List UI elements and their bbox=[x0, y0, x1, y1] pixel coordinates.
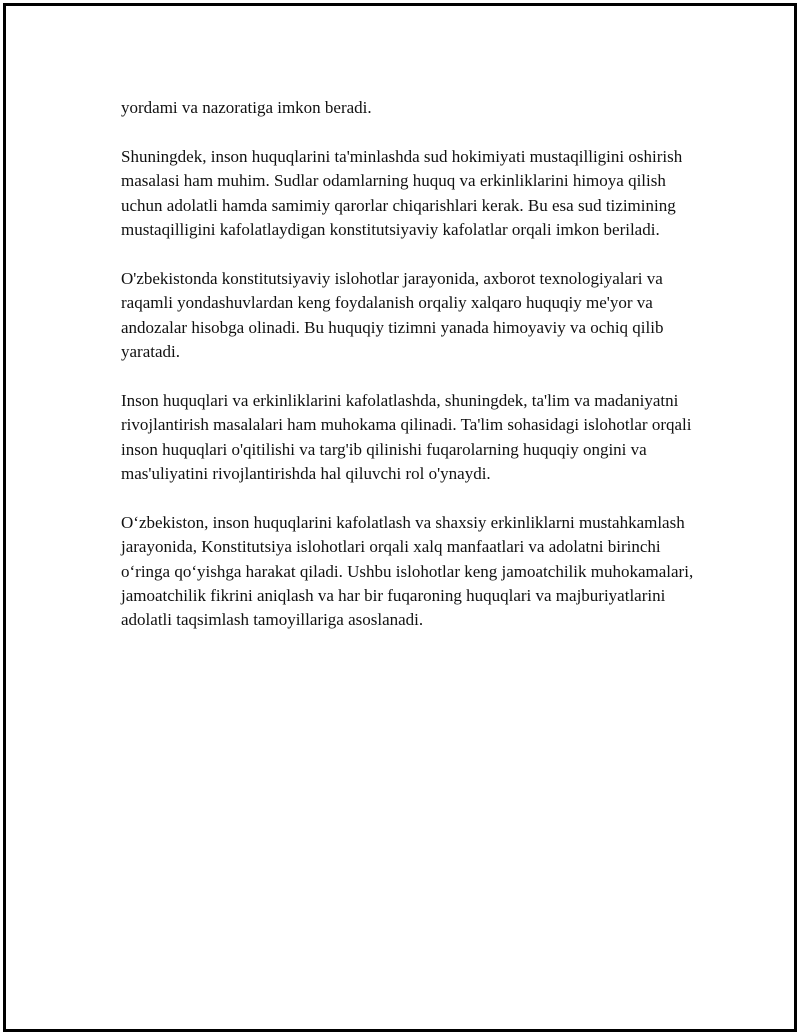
paragraph-continuation: yordami va nazoratiga imkon beradi. bbox=[121, 98, 372, 117]
paragraph-constitutional-reforms: O‘zbekiston, inson huquqlarini kafolatlash va shaxsiy erkinliklarni mustahkamlash jarayonida, Konstitutsiya islohotlari orqali xalq manfaatlari va adolatni birinchi o‘ringa qo‘yishga harakat qiladi. Ushbu islohotlar keng jamoatchilik muhokamalari, jamoatchilik fikrini aniqlash va har bir fuqaroning huquqlari va majburiyatlarini adolatli taqsimlash tamoyillariga asoslanadi. bbox=[121, 512, 694, 630]
page-body bbox=[121, 96, 696, 657]
paragraph-digital-reforms: O'zbekistonda konstitutsiyaviy islohotlar jarayonida, axborot texnologiyalari va raqamli yondashuvlardan keng foydalanish orqaliy xalqaro huquqiy me'yor va andozalar hisobga olinadi. Bu huquqiy tizimni yanada himoyaviy va ochiq qilib yaratadi. bbox=[121, 268, 664, 362]
page-frame bbox=[3, 3, 797, 1032]
paragraph-judicial-independence: Shuningdek, inson huquqlarini ta'minlashda sud hokimiyati mustaqilligini oshirish masalasi ham muhim. Sudlar odamlarning huquq va erkinliklarini himoya qilish uchun adolatli hamda samimiy qarorlar chiqarishlari kerak. Bu esa sud tizimining mustaqilligini kafolatlaydigan konstitutsiyaviy kafolatlar orqali imkon beriladi. bbox=[121, 146, 683, 240]
paragraph-education-culture: Inson huquqlari va erkinliklarini kafolatlashda, shuningdek, ta'lim va madaniyatni rivojlantirish masalalari ham muhokama qilinadi. Ta'lim sohasidagi islohotlar orqali inson huquqlari o'qitilishi va targ'ib qilinishi fuqarolarning huquqiy ongini va mas'uliyatini rivojlantirishda hal qiluvchi rol o'ynaydi. bbox=[121, 390, 692, 484]
